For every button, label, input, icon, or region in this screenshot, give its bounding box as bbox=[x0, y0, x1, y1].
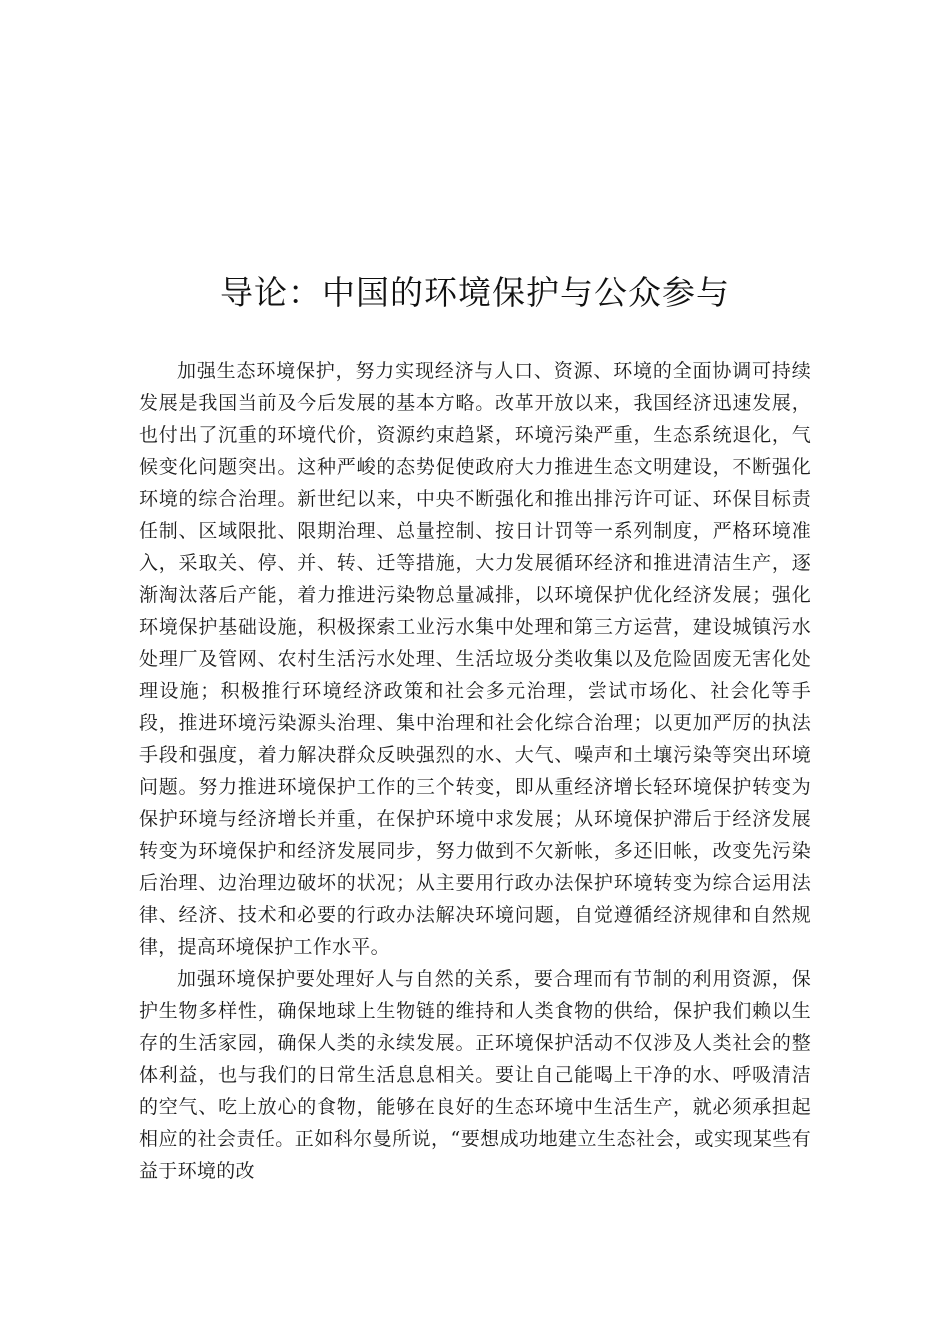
paragraph: 加强生态环境保护，努力实现经济与人口、资源、环境的全面协调可持续发展是我国当前及今后发展的基本方略。改革开放以来，我国经济迅速发展，也付出了沉重的环境代价，资源约束趋紧，环境污染严重，生态系统退化，气候变化问题突出。这种严峻的态势促使政府大力推进生态文明建设，不断强化环境的综合治理。新世纪以来，中央不断强化和推出排污许可证、环保目标责任制、区域限批、限期治理、总量控制、按日计罚等一系列制度，严格环境准入，采取关、停、并、转、迁等措施，大力发展循环经济和推进清洁生产，逐渐淘汰落后产能，着力推进污染物总量减排，以环境保护优化经济发展；强化环境保护基础设施，积极探索工业污水集中处理和第三方运营，建设城镇污水处理厂及管网、农村生活污水处理、生活垃圾分类收集以及危险固废无害化处理设施；积极推行环境经济政策和社会多元治理，尝试市场化、社会化等手段，推进环境污染源头治理、集中治理和社会化综合治理；以更加严厉的执法手段和强度，着力解决群众反映强烈的水、大气、噪声和土壤污染等突出环境问题。努力推进环境保护工作的三个转变，即从重经济增长轻环境保护转变为保护环境与经济增长并重，在保护环境中求发展；从环境保护滞后于经济发展转变为环境保护和经济发展同步，努力做到不欠新帐，多还旧帐，改变先污染后治理、边治理边破坏的状况；从主要用行政办法保护环境转变为综合运用法律、经济、技术和必要的行政办法解决环境问题，自觉遵循经济规律和自然规律，提高环境保护工作水平。 bbox=[139, 360, 811, 958]
paragraph: 加强环境保护要处理好人与自然的关系，要合理而有节制的利用资源，保护生物多样性，确保地球上生物链的维持和人类食物的供给，保护我们赖以生存的生活家园，确保人类的永续发展。正环境保护活动不仅涉及人类社会的整体利益，也与我们的日常生活息息相关。要让自己能喝上干净的水、呼吸清洁的空气、吃上放心的食物，能够在良好的生态环境中生活生产，就必须承担起相应的社会责任。正如科尔曼所说，“要想成功地建立生态社会，或实现某些有益于环境的改 bbox=[139, 968, 811, 1182]
document-body bbox=[139, 355, 811, 1187]
document-title: 导论：中国的环境保护与公众参与 bbox=[220, 273, 730, 312]
